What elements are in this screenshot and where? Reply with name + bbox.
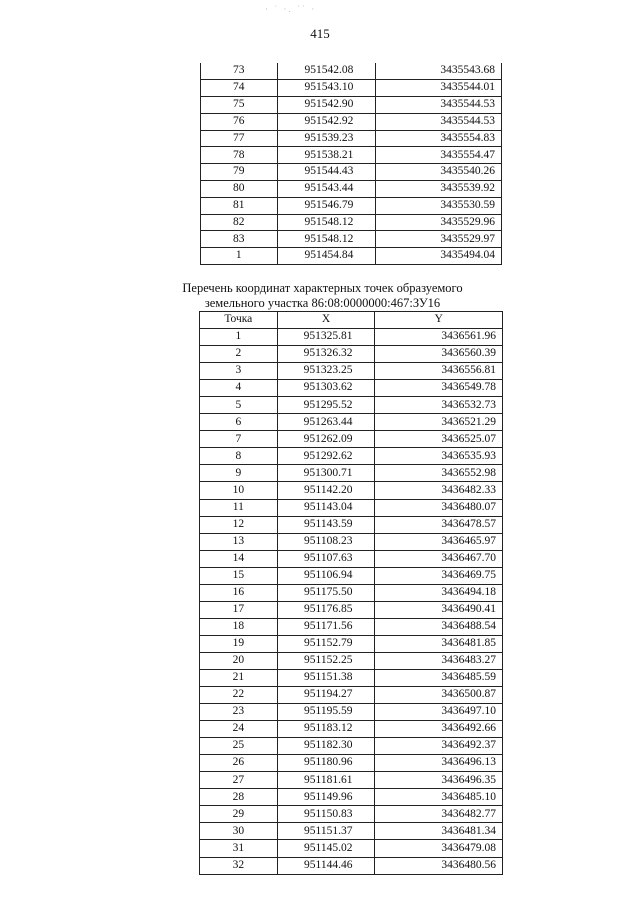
point-cell: 6: [200, 414, 278, 431]
point-cell: 74: [201, 80, 278, 97]
x-cell: 951543.44: [277, 181, 376, 198]
x-cell: 951303.62: [277, 380, 375, 397]
y-cell: 3436492.66: [375, 721, 503, 738]
point-cell: 76: [201, 113, 278, 130]
x-cell: 951542.90: [277, 97, 376, 114]
table-row: [200, 448, 503, 465]
x-cell: 951171.56: [277, 618, 375, 635]
x-cell: 951145.02: [277, 840, 375, 857]
point-cell: 7: [200, 431, 278, 448]
x-cell: 951544.43: [277, 164, 376, 181]
table-row: [200, 823, 503, 840]
x-cell: 951152.79: [277, 635, 375, 652]
table-row: [200, 346, 503, 363]
table-row: [201, 97, 502, 114]
point-cell: 27: [200, 772, 278, 789]
column-header-point: Точка: [200, 312, 278, 329]
x-cell: 951195.59: [277, 704, 375, 721]
point-cell: 11: [200, 499, 278, 516]
x-cell: 951143.04: [277, 499, 375, 516]
y-cell: 3436532.73: [375, 397, 503, 414]
x-cell: 951181.61: [277, 772, 375, 789]
y-cell: 3436535.93: [375, 448, 503, 465]
point-cell: 83: [201, 231, 278, 248]
point-cell: 30: [200, 823, 278, 840]
table-row: [200, 669, 503, 686]
x-cell: 951538.21: [277, 147, 376, 164]
point-cell: 24: [200, 721, 278, 738]
point-cell: 73: [201, 63, 278, 80]
table-row: [200, 380, 503, 397]
table-row: [200, 652, 503, 669]
table-row: [200, 414, 503, 431]
table-row: [200, 567, 503, 584]
table-row: [200, 397, 503, 414]
table-row: [201, 231, 502, 248]
scan-artifact: · ˙ ·. ˙˙ ·: [265, 4, 317, 14]
y-cell: 3436561.96: [375, 329, 503, 346]
point-cell: 77: [201, 130, 278, 147]
point-cell: 18: [200, 618, 278, 635]
x-cell: 951107.63: [277, 550, 375, 567]
point-cell: 10: [200, 482, 278, 499]
y-cell: 3436485.59: [375, 669, 503, 686]
caption-line-2: земельного участка 86:08:0000000:467:ЗУ16: [204, 296, 441, 310]
x-cell: 951194.27: [277, 687, 375, 704]
y-cell: 3435544.53: [376, 113, 502, 130]
x-cell: 951144.46: [277, 857, 375, 874]
table-row: [200, 721, 503, 738]
point-cell: 9: [200, 465, 278, 482]
table-body: [201, 63, 502, 265]
y-cell: 3436478.57: [375, 516, 503, 533]
table-row: [200, 363, 503, 380]
point-cell: 29: [200, 806, 278, 823]
point-cell: 26: [200, 755, 278, 772]
point-cell: 31: [200, 840, 278, 857]
coordinates-table: [199, 311, 503, 875]
y-cell: 3436552.98: [375, 465, 503, 482]
table-row: [200, 329, 503, 346]
y-cell: 3436469.75: [375, 567, 503, 584]
x-cell: 951263.44: [277, 414, 375, 431]
y-cell: 3436496.13: [375, 755, 503, 772]
x-cell: 951143.59: [277, 516, 375, 533]
y-cell: 3436556.81: [375, 363, 503, 380]
y-cell: 3436497.10: [375, 704, 503, 721]
table-row: [200, 516, 503, 533]
point-cell: 2: [200, 346, 278, 363]
y-cell: 3436480.07: [375, 499, 503, 516]
point-cell: 14: [200, 550, 278, 567]
x-cell: 951323.25: [277, 363, 375, 380]
y-cell: 3436560.39: [375, 346, 503, 363]
table-row: [201, 181, 502, 198]
y-cell: 3435494.04: [376, 248, 502, 265]
y-cell: 3436485.10: [375, 789, 503, 806]
point-cell: 23: [200, 704, 278, 721]
point-cell: 25: [200, 738, 278, 755]
x-cell: 951542.92: [277, 113, 376, 130]
point-cell: 15: [200, 567, 278, 584]
x-cell: 951292.62: [277, 448, 375, 465]
table-row: [200, 465, 503, 482]
table-row: [200, 704, 503, 721]
y-cell: 3435544.01: [376, 80, 502, 97]
point-cell: 75: [201, 97, 278, 114]
point-cell: 80: [201, 181, 278, 198]
x-cell: 951300.71: [277, 465, 375, 482]
y-cell: 3436479.08: [375, 840, 503, 857]
point-cell: 78: [201, 147, 278, 164]
x-cell: 951183.12: [277, 721, 375, 738]
table-row: [200, 772, 503, 789]
y-cell: 3436481.85: [375, 635, 503, 652]
y-cell: 3436492.37: [375, 738, 503, 755]
table-row: [200, 857, 503, 874]
x-cell: 951548.12: [277, 231, 376, 248]
y-cell: 3436465.97: [375, 533, 503, 550]
table-row: [200, 755, 503, 772]
x-cell: 951151.37: [277, 823, 375, 840]
x-cell: 951543.10: [277, 80, 376, 97]
point-cell: 5: [200, 397, 278, 414]
table-row: [200, 482, 503, 499]
table-row: [200, 550, 503, 567]
table-row: [200, 431, 503, 448]
caption-line-1: Перечень координат характерных точек образуемого: [182, 281, 463, 295]
x-cell: 951454.84: [277, 248, 376, 265]
point-cell: 82: [201, 214, 278, 231]
table-row: [201, 147, 502, 164]
x-cell: 951151.38: [277, 669, 375, 686]
x-cell: 951176.85: [277, 601, 375, 618]
point-cell: 4: [200, 380, 278, 397]
point-cell: 1: [201, 248, 278, 265]
x-cell: 951548.12: [277, 214, 376, 231]
x-cell: 951182.30: [277, 738, 375, 755]
table-row: [200, 806, 503, 823]
point-cell: 3: [200, 363, 278, 380]
column-header-y: Y: [375, 312, 503, 329]
y-cell: 3436482.77: [375, 806, 503, 823]
table-row: [200, 789, 503, 806]
point-cell: 12: [200, 516, 278, 533]
table-row: [200, 584, 503, 601]
table-row: [200, 635, 503, 652]
x-cell: 951546.79: [277, 197, 376, 214]
point-cell: 22: [200, 687, 278, 704]
x-cell: 951325.81: [277, 329, 375, 346]
table-row: [200, 601, 503, 618]
x-cell: 951108.23: [277, 533, 375, 550]
y-cell: 3436483.27: [375, 652, 503, 669]
y-cell: 3436549.78: [375, 380, 503, 397]
table-header: [200, 312, 503, 329]
y-cell: 3436480.56: [375, 857, 503, 874]
y-cell: 3436482.33: [375, 482, 503, 499]
y-cell: 3435554.47: [376, 147, 502, 164]
y-cell: 3435544.53: [376, 97, 502, 114]
y-cell: 3435539.92: [376, 181, 502, 198]
point-cell: 21: [200, 669, 278, 686]
x-cell: 951149.96: [277, 789, 375, 806]
y-cell: 3435530.59: [376, 197, 502, 214]
table-row: [201, 80, 502, 97]
point-cell: 8: [200, 448, 278, 465]
x-cell: 951175.50: [277, 584, 375, 601]
table-row: [201, 164, 502, 181]
y-cell: 3435529.97: [376, 231, 502, 248]
table-body: [200, 329, 503, 875]
table-row: [201, 214, 502, 231]
point-cell: 32: [200, 857, 278, 874]
point-cell: 20: [200, 652, 278, 669]
table-row: [201, 130, 502, 147]
y-cell: 3436467.70: [375, 550, 503, 567]
table-row: [201, 113, 502, 130]
x-cell: 951262.09: [277, 431, 375, 448]
x-cell: 951539.23: [277, 130, 376, 147]
coordinates-table-continued: [200, 63, 502, 265]
y-cell: 3435543.68: [376, 63, 502, 80]
table-row: [201, 63, 502, 80]
y-cell: 3436525.07: [375, 431, 503, 448]
table-row: [201, 197, 502, 214]
y-cell: 3436500.87: [375, 687, 503, 704]
y-cell: 3436496.35: [375, 772, 503, 789]
x-cell: 951150.83: [277, 806, 375, 823]
y-cell: 3436494.18: [375, 584, 503, 601]
y-cell: 3435540.26: [376, 164, 502, 181]
x-cell: 951142.20: [277, 482, 375, 499]
page-number: 415: [310, 26, 330, 41]
y-cell: 3436488.54: [375, 618, 503, 635]
x-cell: 951326.32: [277, 346, 375, 363]
point-cell: 17: [200, 601, 278, 618]
table-row: [200, 499, 503, 516]
table-row: [200, 687, 503, 704]
table-row: [200, 738, 503, 755]
point-cell: 1: [200, 329, 278, 346]
table-row: [200, 618, 503, 635]
table-row: [200, 533, 503, 550]
point-cell: 81: [201, 197, 278, 214]
x-cell: 951106.94: [277, 567, 375, 584]
x-cell: 951180.96: [277, 755, 375, 772]
y-cell: 3436481.34: [375, 823, 503, 840]
point-cell: 79: [201, 164, 278, 181]
y-cell: 3435529.96: [376, 214, 502, 231]
table-caption: [150, 281, 495, 311]
point-cell: 19: [200, 635, 278, 652]
table-row: [201, 248, 502, 265]
x-cell: 951542.08: [277, 63, 376, 80]
x-cell: 951152.25: [277, 652, 375, 669]
y-cell: 3436521.29: [375, 414, 503, 431]
table-row: [200, 840, 503, 857]
column-header-x: X: [277, 312, 375, 329]
x-cell: 951295.52: [277, 397, 375, 414]
point-cell: 16: [200, 584, 278, 601]
y-cell: 3435554.83: [376, 130, 502, 147]
point-cell: 28: [200, 789, 278, 806]
y-cell: 3436490.41: [375, 601, 503, 618]
point-cell: 13: [200, 533, 278, 550]
